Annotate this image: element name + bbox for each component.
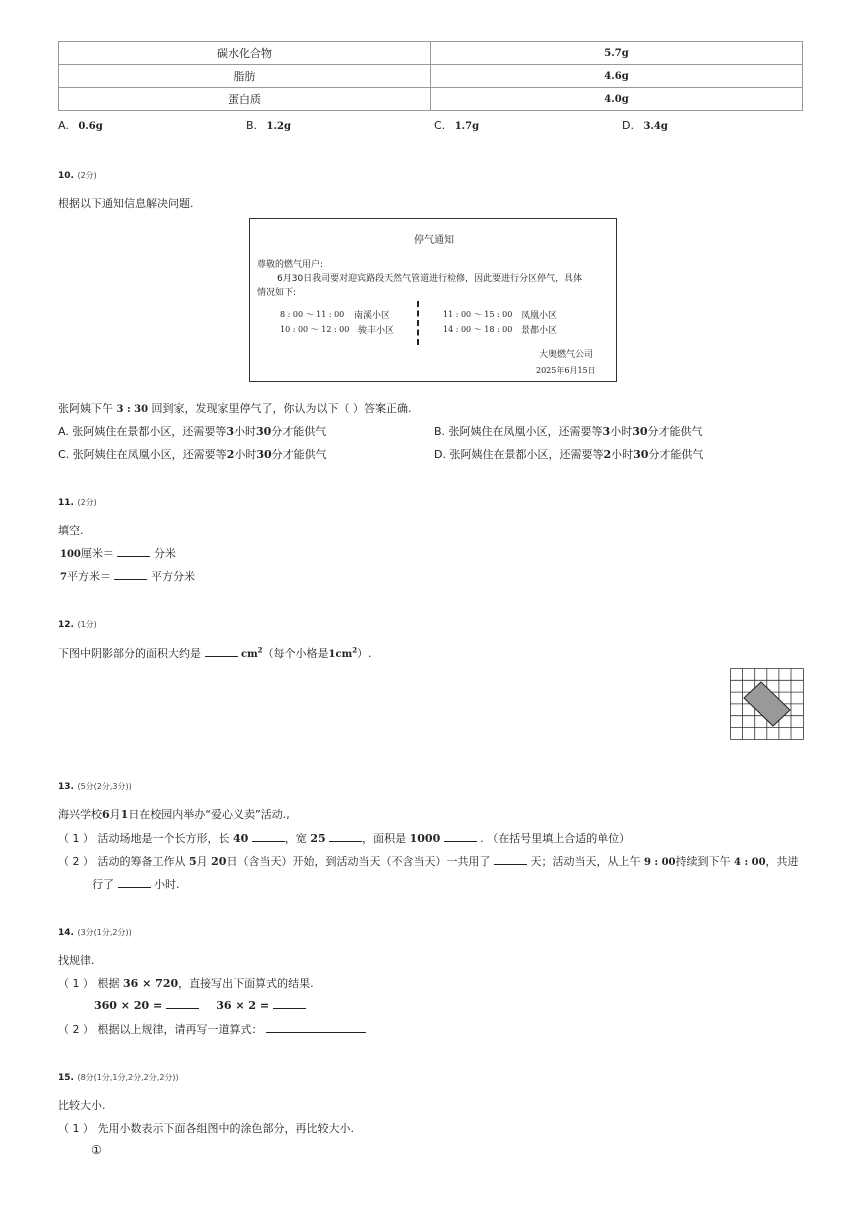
question-score: (2分) bbox=[77, 171, 97, 180]
divider bbox=[417, 301, 419, 345]
notice-body: 6月30日我司要对迎宾路段天然气管道进行检修，因此要进行分区停气，具体 bbox=[277, 274, 583, 284]
text-segment: 回到家，发现家里停气了，你认为以下（ ）答案正确. bbox=[151, 402, 412, 415]
text-segment: 张阿姨下午 bbox=[58, 402, 113, 415]
option-text: 分才能供气 bbox=[271, 425, 327, 438]
answer-blank[interactable] bbox=[117, 546, 150, 557]
table-cell-value: 5.7g bbox=[431, 42, 803, 65]
question-header bbox=[58, 1070, 179, 1083]
question-score: (2分) bbox=[77, 498, 97, 507]
option-text: 小时 bbox=[610, 425, 633, 438]
option-text: 小时 bbox=[234, 448, 257, 461]
text-segment: 月 bbox=[196, 855, 208, 868]
option-text: 小时 bbox=[233, 425, 256, 438]
answer-blank[interactable] bbox=[166, 998, 199, 1009]
notice-body: 情况如下: bbox=[257, 288, 297, 298]
option-text: 3.4g bbox=[643, 121, 668, 132]
option-text: 张阿姨住在凤凰小区，还需要等 bbox=[448, 425, 603, 438]
number: 20 bbox=[211, 855, 227, 868]
q9-option-d[interactable] bbox=[622, 119, 668, 132]
text-segment: （每个小格是 bbox=[262, 647, 329, 660]
answer-blank[interactable] bbox=[444, 831, 477, 842]
table-row bbox=[59, 42, 803, 65]
notice-date: 2025年6月15日 bbox=[536, 366, 596, 375]
sub-label: （ 2 ） bbox=[58, 1023, 94, 1036]
question-header bbox=[58, 617, 97, 630]
schedule-area: 景都小区 bbox=[521, 326, 558, 336]
option-letter: A. bbox=[58, 119, 69, 132]
number: 7 bbox=[60, 572, 67, 583]
q10-option-c[interactable] bbox=[58, 446, 327, 462]
question-number: 13. bbox=[58, 782, 74, 792]
q10-option-d[interactable] bbox=[434, 446, 703, 462]
option-text: 1.2g bbox=[266, 121, 291, 132]
question-score: (3分(1分,2分)) bbox=[77, 928, 132, 937]
option-number: 3 bbox=[226, 425, 234, 438]
q10-option-b[interactable] bbox=[434, 423, 703, 439]
schedule-time: 14 : 00 ～ 18 : 00 bbox=[443, 325, 513, 334]
sub-label: （ 1 ） bbox=[58, 1122, 94, 1135]
table-cell-name: 蛋白质 bbox=[59, 88, 431, 111]
text-segment: 月 bbox=[109, 808, 121, 821]
table-row bbox=[59, 88, 803, 111]
question-score: (8分(1分,1分,2分,2分,2分)) bbox=[77, 1073, 179, 1082]
schedule-area: 南溪小区 bbox=[354, 311, 391, 321]
answer-blank[interactable] bbox=[266, 1022, 366, 1033]
option-text: 张阿姨住在景都小区，还需要等 bbox=[449, 448, 604, 461]
text-segment: 活动场地是一个长方形，长 bbox=[97, 832, 230, 845]
number: 40 bbox=[233, 832, 249, 845]
answer-blank[interactable] bbox=[114, 569, 147, 580]
q9-option-c[interactable] bbox=[434, 119, 479, 132]
option-text: 张阿姨住在凤凰小区，还需要等 bbox=[72, 448, 227, 461]
text-segment: 日（含当天）开始，到活动当天（不含当天）一共用了 bbox=[226, 855, 491, 868]
text-segment: 海兴学校 bbox=[58, 808, 102, 821]
text-segment: 下图中阴影部分的面积大约是 bbox=[58, 647, 201, 660]
table-cell-name: 脂肪 bbox=[59, 65, 431, 88]
sub-label: （ 1 ） bbox=[58, 832, 94, 845]
question-header bbox=[58, 925, 132, 938]
question-number: 12. bbox=[58, 620, 74, 630]
option-number: 30 bbox=[255, 425, 272, 438]
text-segment: 行了 bbox=[92, 878, 114, 891]
table-row bbox=[59, 65, 803, 88]
text-segment: ）. bbox=[357, 647, 372, 660]
option-letter: B. bbox=[246, 119, 258, 132]
option-text: 1.7g bbox=[454, 121, 480, 132]
notice-greeting: 尊敬的燃气用户: bbox=[257, 260, 324, 270]
question-header bbox=[58, 779, 132, 792]
sub-question bbox=[58, 1120, 354, 1136]
table-cell-name: 碳水化合物 bbox=[59, 42, 431, 65]
sub-label: （ 1 ） bbox=[58, 977, 94, 990]
option-letter: D. bbox=[622, 119, 634, 132]
option-number: 3 bbox=[602, 425, 611, 438]
option-text: 分才能供气 bbox=[647, 425, 703, 438]
option-letter: D. bbox=[434, 448, 446, 461]
text-segment: 根据以上规律，请再写一道算式： bbox=[97, 1023, 263, 1036]
schedule-area: 骏丰小区 bbox=[358, 326, 395, 336]
schedule-area: 凤凰小区 bbox=[521, 311, 558, 321]
text-segment: . （在括号里填上合适的单位） bbox=[480, 832, 631, 845]
question-number: 14. bbox=[58, 928, 74, 938]
question-score: (5分(2分,3分)) bbox=[77, 782, 132, 791]
shaded-shape bbox=[744, 682, 790, 726]
grid-figure bbox=[730, 668, 804, 740]
fill-line bbox=[60, 568, 195, 584]
q10-option-a[interactable] bbox=[58, 423, 326, 439]
sub-question-cont bbox=[92, 876, 180, 892]
schedule-time: 8 : 00 ～ 11 : 00 bbox=[280, 310, 345, 319]
notice-box bbox=[249, 218, 617, 382]
table-cell-value: 4.6g bbox=[431, 65, 803, 88]
sub-question bbox=[58, 830, 630, 846]
question-text bbox=[58, 645, 372, 661]
number: 5 bbox=[189, 855, 197, 868]
q9-option-a[interactable] bbox=[58, 119, 103, 132]
option-letter: C. bbox=[58, 448, 70, 461]
notice-title: 停气通知 bbox=[414, 235, 454, 246]
text-segment: ，直接写出下面算式的结果. bbox=[178, 977, 314, 990]
option-number: 2 bbox=[226, 448, 235, 461]
question-intro: 根据以下通知信息解决问题. bbox=[58, 197, 194, 210]
option-letter: B. bbox=[434, 425, 446, 438]
sub-question bbox=[58, 853, 799, 869]
expression: 36 × 2 = bbox=[216, 999, 270, 1012]
unit: 平方米＝ bbox=[66, 570, 111, 583]
schedule-time: 10 : 00 ～ 12 : 00 bbox=[280, 325, 350, 334]
unit: 厘米＝ bbox=[80, 547, 114, 560]
number: 6 bbox=[102, 808, 110, 821]
question-intro: 比较大小. bbox=[58, 1099, 106, 1112]
question-score: (1分) bbox=[77, 620, 97, 629]
superscript: 2 bbox=[352, 645, 358, 655]
question-number: 10. bbox=[58, 171, 74, 181]
option-text: 小时 bbox=[611, 448, 634, 461]
expression-line bbox=[94, 998, 306, 1012]
nutrition-table bbox=[58, 41, 803, 111]
number: 100 bbox=[60, 549, 81, 560]
answer-blank[interactable] bbox=[494, 854, 527, 865]
time-value: 3 : 30 bbox=[116, 404, 149, 415]
unit: 平方分米 bbox=[150, 570, 195, 583]
option-number: 30 bbox=[256, 448, 272, 461]
question-text bbox=[58, 400, 412, 416]
unit: 分米 bbox=[153, 547, 176, 560]
superscript: 2 bbox=[257, 645, 263, 655]
option-letter: C. bbox=[434, 119, 446, 132]
question-number: 11. bbox=[58, 498, 74, 508]
number: 1 bbox=[120, 808, 129, 821]
sub-label: （ 2 ） bbox=[58, 855, 94, 868]
table-cell-value: 4.0g bbox=[431, 88, 803, 111]
option-number: 2 bbox=[603, 448, 612, 461]
text-segment: ，共进 bbox=[765, 855, 799, 868]
unit: cm bbox=[241, 649, 258, 660]
number: 1000 bbox=[409, 832, 441, 845]
option-number: 30 bbox=[633, 448, 649, 461]
question-header bbox=[58, 495, 97, 508]
answer-blank[interactable] bbox=[205, 646, 238, 657]
text-segment: 小时. bbox=[154, 878, 180, 891]
option-text: 张阿姨住在景都小区，还需要等 bbox=[72, 425, 227, 438]
text-segment: 先用小数表示下面各组图中的涂色部分，再比较大小. bbox=[97, 1122, 354, 1135]
option-letter: A. bbox=[58, 425, 69, 438]
circled-number: ① bbox=[91, 1143, 102, 1157]
sub-question bbox=[58, 1021, 366, 1037]
time-value: 9 : 00 bbox=[643, 857, 676, 868]
answer-blank[interactable] bbox=[273, 998, 306, 1009]
answer-blank[interactable] bbox=[118, 877, 151, 888]
time-value: 4 : 00 bbox=[734, 857, 766, 868]
text-segment: 根据 bbox=[97, 977, 120, 990]
q9-option-b[interactable] bbox=[246, 119, 291, 132]
schedule-time: 11 : 00 ～ 15 : 00 bbox=[443, 310, 513, 319]
fill-line bbox=[60, 545, 176, 561]
notice-company: 大奥燃气公司 bbox=[539, 350, 594, 360]
question-number: 15. bbox=[58, 1073, 74, 1083]
answer-blank[interactable] bbox=[252, 831, 285, 842]
text-segment: ，面积是 bbox=[362, 832, 407, 845]
grid-svg bbox=[730, 668, 804, 740]
text-segment: 活动的筹备工作从 bbox=[97, 855, 186, 868]
text-segment: ，宽 bbox=[284, 832, 307, 845]
expression: 360 × 20 = bbox=[94, 999, 163, 1012]
option-text: 分才能供气 bbox=[271, 448, 327, 461]
text-segment: 持续到下午 bbox=[675, 855, 731, 868]
question-intro: 填空. bbox=[58, 524, 84, 537]
text-segment: 天；活动当天，从上午 bbox=[530, 855, 641, 868]
text-segment: 日在校园内举办“爱心义卖”活动., bbox=[128, 808, 290, 821]
question-intro bbox=[58, 806, 290, 822]
answer-blank[interactable] bbox=[329, 831, 362, 842]
option-text: 0.6g bbox=[78, 121, 103, 132]
option-number: 30 bbox=[632, 425, 648, 438]
option-text: 分才能供气 bbox=[648, 448, 704, 461]
unit: 1cm bbox=[328, 649, 353, 660]
question-header bbox=[58, 168, 97, 181]
number: 25 bbox=[310, 832, 326, 845]
question-intro: 找规律. bbox=[58, 954, 95, 967]
sub-question bbox=[58, 975, 314, 991]
expression: 36 × 720 bbox=[123, 977, 179, 990]
